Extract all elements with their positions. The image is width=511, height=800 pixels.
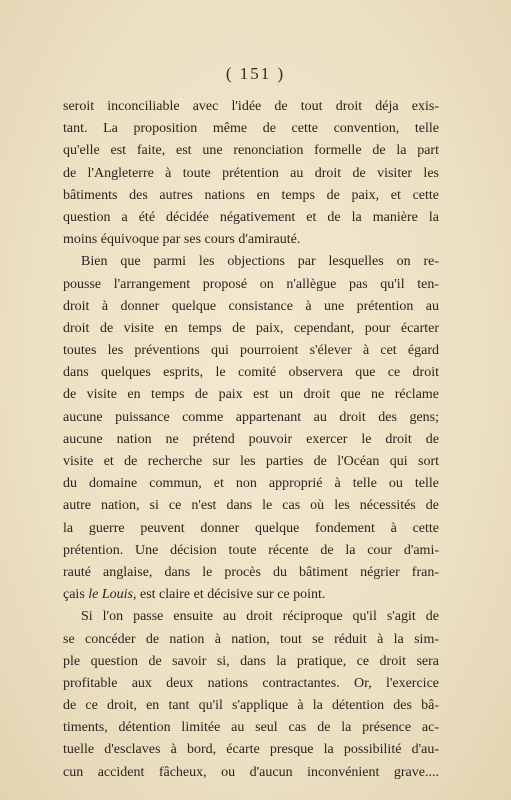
text-line: timents, détention limitée au seul cas de la présence ac- <box>63 720 439 736</box>
text-line: profitable aux deux nations contractantes. Or, l'exercice <box>63 675 439 691</box>
text-line: dans quelques esprits, le comité observera que ce droit <box>63 365 439 381</box>
text-line: visite et de recherche sur les parties de l'Océan qui sort <box>63 454 439 469</box>
text-line: de l'Angleterre à toute prétention au droit de visiter les <box>63 165 439 181</box>
text-line: la guerre peuvent donner quelque fondement à cette <box>63 520 439 536</box>
text-line: ple question de savoir si, dans la pratique, ce droit sera <box>63 653 439 669</box>
text-line <box>63 584 439 606</box>
text-line: qu'elle est faite, est une renonciation formelle de la part <box>63 143 439 159</box>
text-line: cun accident fâcheux, ou d'aucun inconvénient grave.... <box>63 764 439 780</box>
page-number: ( 151 ) <box>225 64 286 83</box>
text-line: question a été décidée négativement et de la manière la <box>63 209 439 225</box>
text-line: du domaine commun, et non approprié à telle ou telle <box>63 476 439 492</box>
text-line: autre nation, si ce n'est dans le cas où les nécessités de <box>63 498 439 514</box>
text-segment: , est claire et décisive sur ce point. <box>133 587 326 603</box>
text-line: Si l'on passe ensuite au droit réciproque qu'il s'agit de <box>81 609 439 625</box>
text-line: prétention. Une décision toute récente de la cour d'ami- <box>63 542 439 558</box>
text-line: tant. La proposition même de cette convention, telle <box>63 121 439 137</box>
text-line: de visite en temps de paix est un droit que ne réclame <box>63 387 439 403</box>
text-line: se concéder de nation à nation, tout se réduit à la sim- <box>63 631 439 647</box>
text-line: droit à donner quelque consistance à une prétention au <box>63 298 439 314</box>
italic-text: le Louis <box>88 587 133 603</box>
text-segment: çais <box>63 587 89 603</box>
text-line: moins équivoque par ses cours d'amirauté. <box>63 232 301 248</box>
text-line: aucune puissance comme appartenant au droit des gens; <box>63 409 439 425</box>
text-line: seroit inconciliable avec l'idée de tout droit déja exis- <box>63 99 439 114</box>
text-line: de ce droit, en tant qu'il s'applique à la détention des bâ- <box>63 698 439 714</box>
text-line: pousse l'arrangement proposé on n'allègue pas qu'il ten- <box>63 276 439 292</box>
text-line: bâtiments des autres nations en temps de paix, et cette <box>63 187 439 203</box>
text-line: toutes les préventions qui pourroient s'élever à cet égard <box>63 343 439 359</box>
text-line: aucune nation ne prétend pouvoir exercer le droit de <box>63 431 439 447</box>
body-text <box>63 96 439 784</box>
text-line: Bien que parmi les objections par lesquelles on re- <box>81 254 439 270</box>
text-line: tuelle d'esclaves à bord, écarte presque la possibilité d'au- <box>63 742 439 758</box>
text-line: droit de visite en temps de paix, cependant, pour écarter <box>63 320 439 336</box>
text-line: rauté anglaise, dans le procès du bâtiment négrier fran- <box>63 564 439 580</box>
